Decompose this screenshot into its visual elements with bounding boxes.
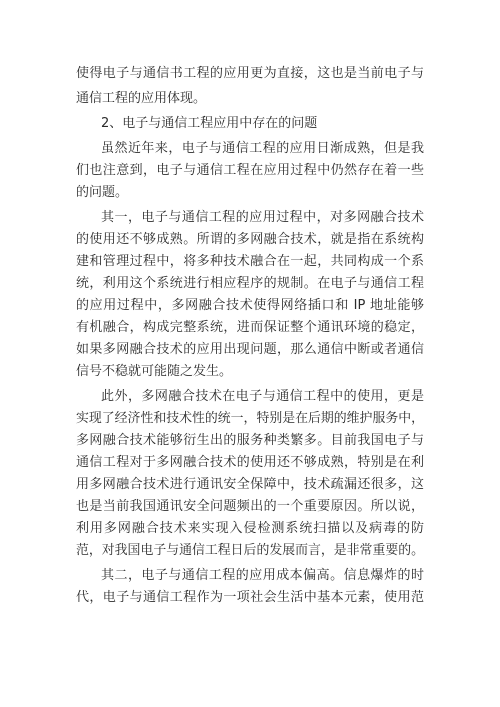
section-heading	[0, 113, 500, 135]
text-line-15-content: 此外，多网融合技术在电子与通信工程中的使用，更是	[101, 389, 424, 404]
text-line-2-content: 通信工程的应用体现。	[76, 91, 207, 106]
text-line-21-content: 利用多网融合技术来实现入侵检测系统扫描以及病毒的防	[76, 521, 424, 536]
text-line-21	[0, 518, 500, 540]
text-line-2	[0, 88, 500, 110]
text-line-1	[0, 63, 500, 85]
text-line-7-content: 其一，电子与通信工程的应用过程中，对多网融合技术	[101, 210, 424, 225]
text-line-19	[0, 474, 500, 496]
text-line-13	[0, 339, 500, 361]
text-line-12-content: 有机融合，构成完整系统，进而保证整个通讯环境的稳定，	[76, 320, 424, 335]
text-line-23-content: 其二，电子与通信工程的应用成本偏高。信息爆炸的时	[101, 568, 424, 583]
text-line-17	[0, 430, 500, 452]
text-line-15	[0, 386, 500, 408]
text-line-17-content: 多网融合技术能够衍生出的服务种类繁多。目前我国电子与	[76, 433, 424, 448]
text-line-1-content: 使得电子与通信书工程的应用更为直接，这也是当前电子与	[76, 66, 424, 81]
text-line-6-content: 的问题。	[76, 185, 129, 200]
text-line-5	[0, 160, 500, 182]
text-line-18-content: 通信工程对于多网融合技术的使用还不够成熟，特别是在利	[76, 455, 424, 470]
text-line-20	[0, 496, 500, 518]
text-line-4-content: 虽然近年来，电子与通信工程的应用日渐成熟，但是我	[101, 141, 424, 156]
text-line-11	[0, 295, 500, 317]
text-line-10-content: 统，利用这个系统进行相应程序的规制。在电子与通信工程	[76, 276, 424, 291]
text-line-5-content: 们也注意到，电子与通信工程在应用过程中仍然存在着一些	[76, 163, 424, 178]
text-line-9-content: 建和管理过程中，将多种技术融合在一起，共同构成一个系	[76, 254, 424, 269]
text-line-18	[0, 452, 500, 474]
text-line-6	[0, 182, 500, 204]
text-line-11-content: 的应用过程中，多网融合技术使得网络插口和 IP 地址能够	[76, 298, 424, 313]
text-line-12	[0, 317, 500, 339]
text-line-14-content: 信号不稳就可能随之发生。	[76, 364, 233, 379]
section-heading-text: 2、电子与通信工程应用中存在的问题	[101, 116, 318, 131]
text-line-14	[0, 361, 500, 383]
text-line-8	[0, 229, 500, 251]
text-line-7	[0, 207, 500, 229]
text-line-24-content: 代，电子与通信工程作为一项社会生活中基本元素，使用范	[76, 590, 424, 605]
text-line-8-content: 的使用还不够成熟。所谓的多网融合技术，就是指在系统构	[76, 232, 424, 247]
text-line-16	[0, 408, 500, 430]
text-line-13-content: 如果多网融合技术的应用出现问题，那么通信中断或者通信	[76, 342, 424, 357]
text-line-20-content: 也是当前我国通讯安全问题频出的一个重要原因。所以说，	[76, 499, 424, 514]
text-line-22	[0, 540, 500, 562]
text-line-23	[0, 565, 500, 587]
text-line-4	[0, 138, 500, 160]
text-line-16-content: 实现了经济性和技术性的统一，特别是在后期的维护服务中，	[76, 411, 424, 426]
text-line-9	[0, 251, 500, 273]
text-line-24	[0, 587, 500, 609]
text-line-10	[0, 273, 500, 295]
text-line-22-content: 范，对我国电子与通信工程日后的发展而言，是非常重要的。	[76, 543, 424, 558]
text-line-19-content: 用多网融合技术进行通讯安全保障中，技术疏漏还很多，这	[76, 477, 424, 492]
